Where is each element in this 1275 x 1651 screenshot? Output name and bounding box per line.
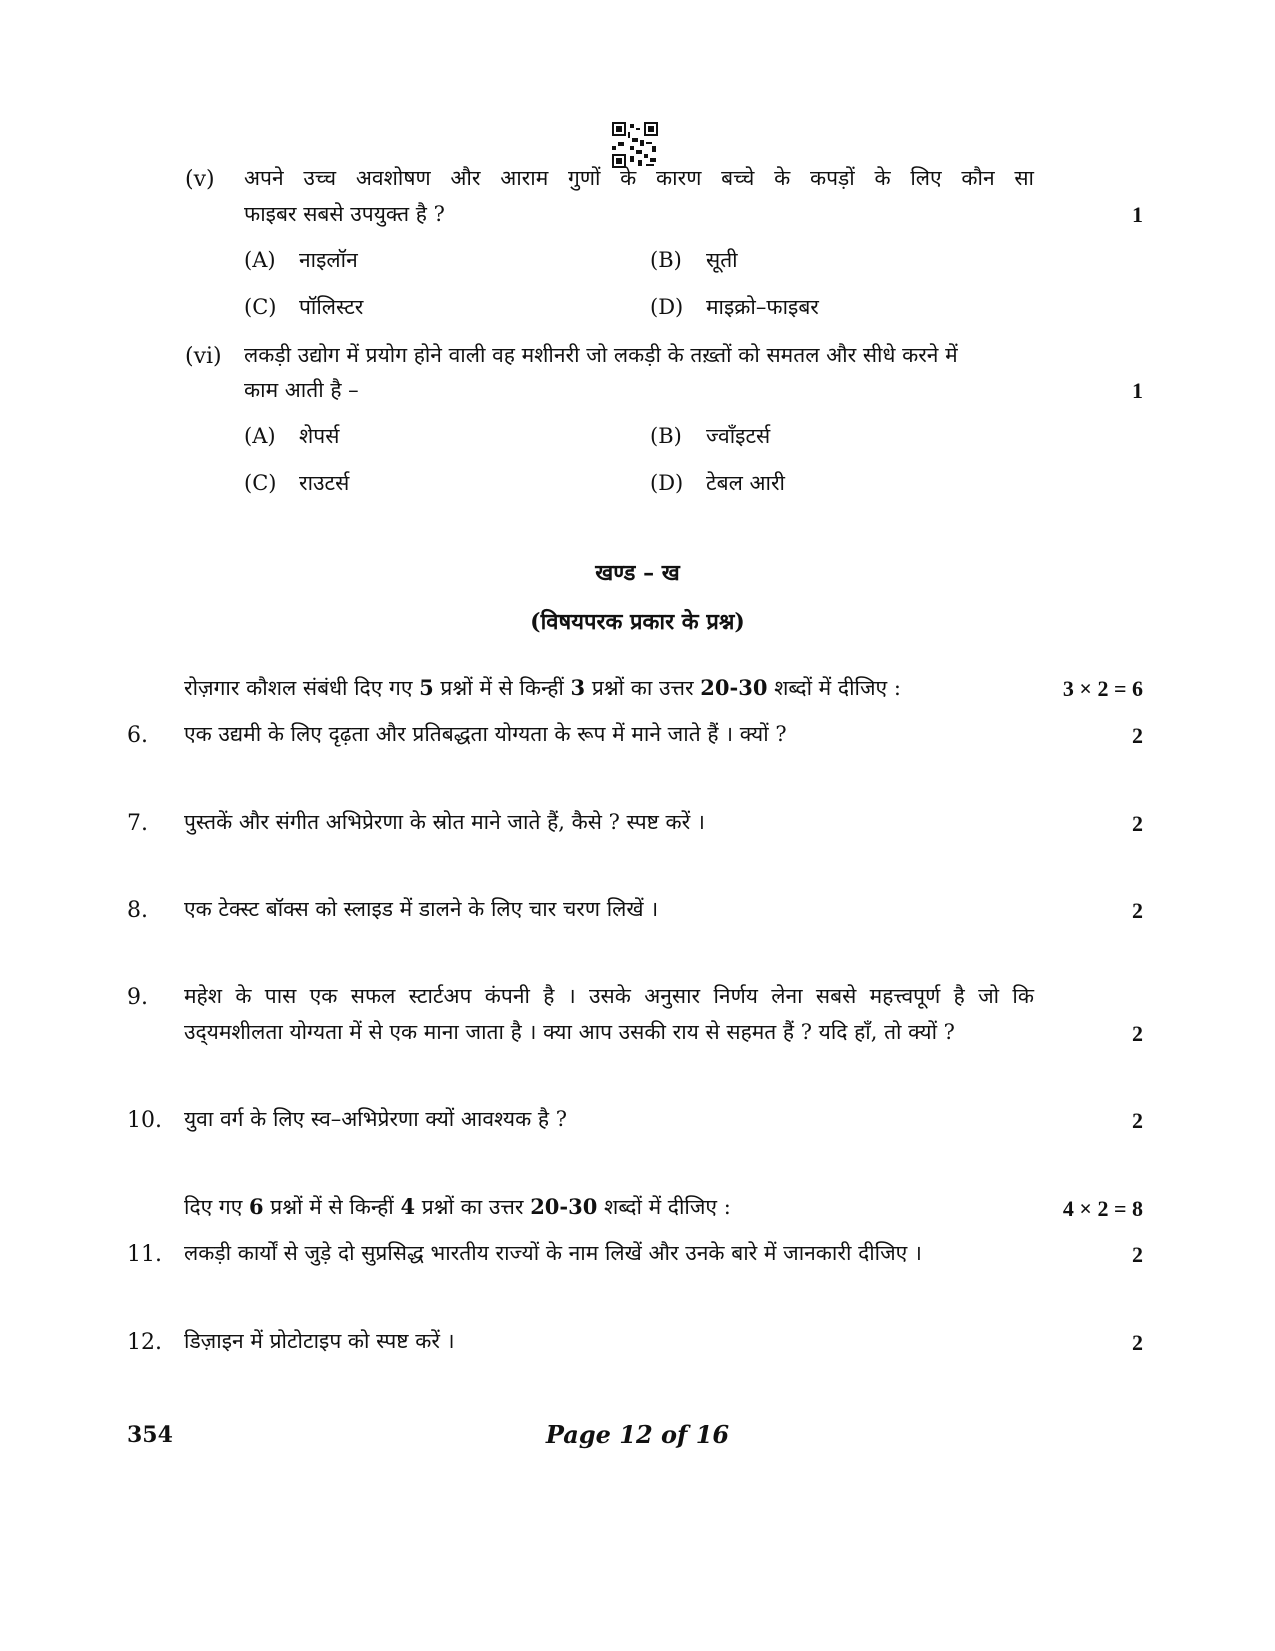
option-text: राउटर्स bbox=[299, 471, 350, 495]
question-text: डिज़ाइन में प्रोटोटाइप को स्पष्ट करें । bbox=[184, 1329, 455, 1353]
group2-instruction: दिए गए 6 प्रश्नों में से किन्हीं 4 प्रश्नों का उत्तर 20-30 शब्दों में दीजिए : bbox=[184, 1194, 731, 1219]
paper-code: 354 bbox=[127, 1422, 173, 1448]
question-number: (v) bbox=[185, 167, 215, 192]
marks: 1 bbox=[1132, 202, 1143, 227]
question-number: 8. bbox=[127, 898, 148, 923]
question-number: (vi) bbox=[185, 344, 222, 369]
marks: 2 bbox=[1132, 898, 1143, 923]
question-text-line2: फाइबर सबसे उपयुक्त है ? bbox=[244, 202, 445, 226]
group2-marks: 4 × 2 = 8 bbox=[1062, 1196, 1143, 1221]
marks: 2 bbox=[1132, 1108, 1143, 1133]
option-text: माइक्रो–फाइबर bbox=[706, 295, 819, 319]
question-text: पुस्तकें और संगीत अभिप्रेरणा के स्रोत माने जाते हैं, कैसे ? स्पष्ट करें । bbox=[184, 810, 705, 834]
question-number: 6. bbox=[127, 723, 148, 748]
question-number: 10. bbox=[127, 1108, 162, 1133]
section-title: खण्ड – ख bbox=[595, 560, 680, 586]
question-text-line1: महेश के पास एक सफल स्टार्टअप कंपनी है । उसके अनुसार निर्णय लेना सबसे महत्त्वपूर्ण है जो कि bbox=[184, 984, 1034, 1008]
option-text: सूती bbox=[706, 248, 738, 272]
option-letter: (A) bbox=[244, 424, 276, 448]
option-text: नाइलॉन bbox=[299, 248, 358, 272]
marks: 1 bbox=[1132, 378, 1143, 403]
question-text: युवा वर्ग के लिए स्व–अभिप्रेरणा क्यों आवश्यक है ? bbox=[184, 1107, 567, 1131]
section-subtitle: (विषयपरक प्रकार के प्रश्न) bbox=[530, 609, 745, 635]
option-letter: (B) bbox=[650, 424, 682, 448]
marks: 2 bbox=[1132, 723, 1143, 748]
option-text: पॉलिस्टर bbox=[299, 295, 364, 319]
question-number: 11. bbox=[127, 1242, 162, 1267]
group1-instruction: रोज़गार कौशल संबंधी दिए गए 5 प्रश्नों में से किन्हीं 3 प्रश्नों का उत्तर 20-30 शब्दों में दीजिए : bbox=[184, 675, 901, 700]
option-letter: (D) bbox=[650, 471, 684, 495]
question-number: 7. bbox=[127, 811, 148, 836]
option-letter: (B) bbox=[650, 248, 682, 272]
group1-marks: 3 × 2 = 6 bbox=[1062, 676, 1143, 701]
question-text: एक टेक्स्ट बॉक्स को स्लाइड में डालने के लिए चार चरण लिखें । bbox=[184, 897, 659, 921]
marks: 2 bbox=[1132, 811, 1143, 836]
question-text: लकड़ी कार्यों से जुड़े दो सुप्रसिद्ध भारतीय राज्यों के नाम लिखें और उनके बारे में जानकारी दीजिए । bbox=[184, 1241, 922, 1265]
option-letter: (A) bbox=[244, 248, 276, 272]
option-letter: (C) bbox=[244, 471, 277, 495]
question-text-line2: काम आती है – bbox=[244, 378, 359, 402]
option-letter: (C) bbox=[244, 295, 277, 319]
question-text-line1: अपने उच्च अवशोषण और आराम गुणों के कारण बच्चे के कपड़ों के लिए कौन सा bbox=[244, 166, 1034, 190]
question-number: 9. bbox=[127, 985, 148, 1010]
option-text: शेपर्स bbox=[299, 424, 340, 448]
question-number: 12. bbox=[127, 1330, 162, 1355]
marks: 2 bbox=[1132, 1242, 1143, 1267]
option-letter: (D) bbox=[650, 295, 684, 319]
option-text: ज्वाँइटर्स bbox=[706, 424, 771, 448]
page-number: Page 12 of 16 bbox=[545, 1420, 730, 1449]
question-text-line1: लकड़ी उद्योग में प्रयोग होने वाली वह मशीनरी जो लकड़ी के तख़्तों को समतल और सीधे करने में bbox=[244, 343, 958, 367]
marks: 2 bbox=[1132, 1330, 1143, 1355]
marks: 2 bbox=[1132, 1021, 1143, 1046]
question-text-line2: उद्‌यमशीलता योग्यता में से एक माना जाता है । क्या आप उसकी राय से सहमत हैं ? यदि हाँ, तो क्यों ? bbox=[184, 1020, 955, 1044]
option-text: टेबल आरी bbox=[706, 471, 785, 495]
question-text: एक उद्यमी के लिए दृढ़ता और प्रतिबद्धता योग्यता के रूप में माने जाते हैं । क्यों ? bbox=[184, 722, 787, 746]
